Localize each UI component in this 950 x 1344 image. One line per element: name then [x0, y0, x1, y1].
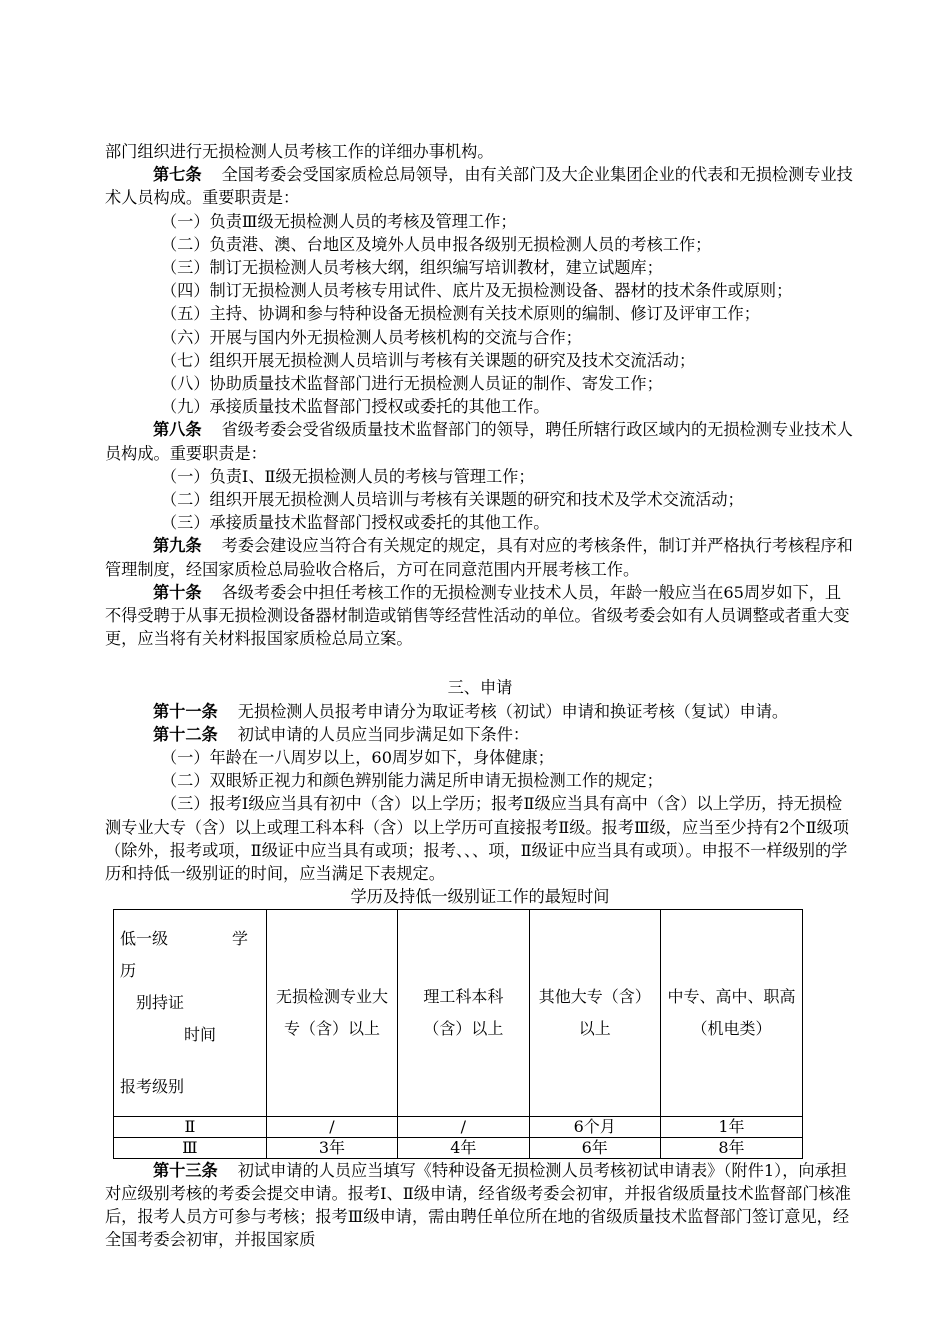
- article-10-heading: 第十条: [153, 582, 202, 602]
- list-item: （三）报考Ⅰ级应当具有初中（含）以上学历；报考Ⅱ级应当具有高中（含）以上学历，持无损检测专业大专（含）以上或理工科本科（含）以上学历可直接报考Ⅱ级。报考Ⅲ级，应当至少持有2个Ⅱ级项（除外，报考或项，Ⅱ级证中应当具有或项；报考、、、项，Ⅱ级证中应当具有或项）。申报不一样级别的学历和持低一级别证的时间，应当满足下表规定。: [105, 794, 849, 884]
- requirements-table: [113, 909, 803, 1159]
- spacer: [105, 650, 855, 676]
- corner-line: 报考级别: [120, 1076, 185, 1096]
- table-cell: 8年: [660, 1137, 802, 1158]
- article-12: [105, 723, 855, 746]
- corner-line: [120, 1051, 260, 1071]
- list-item: （八）协助质量技术监督部门进行无损检测人员证的制作、寄发工作；: [161, 374, 663, 394]
- article-9-body: 考委会建设应当符合有关规定的规定，具有对应的考核条件，制订并严格执行考核程序和管理制度，经国家质检总局验收合格后，方可在同意范围内开展考核工作。: [105, 536, 853, 579]
- list-item: （六）开展与国内外无损检测人员考核机构的交流与合作；: [161, 327, 582, 347]
- table-cell: 6年: [529, 1137, 660, 1158]
- table-caption: 学历及持低一级别证工作的最短时间: [350, 887, 610, 907]
- article-11: [105, 700, 855, 723]
- list-item: （二）负责港、澳、台地区及境外人员申报各级别无损检测人员的考核工作；: [161, 234, 712, 254]
- section-heading: 三、申请: [447, 678, 513, 698]
- corner-line: 低一级 学: [120, 928, 249, 948]
- article-8: [105, 418, 855, 464]
- corner-line: 时间: [120, 1024, 217, 1044]
- article-13-heading: 第十三条: [153, 1160, 218, 1180]
- corner-line: 历: [120, 960, 137, 980]
- article-10-body: 各级考委会中担任考核工作的无损检测专业技术人员，年龄一般应当在65周岁如下，且不得受聘于从事无损检测设备器材制造或销售等经营性活动的单位。省级考委会如有人员调整或者重大变更，应当将有关材料报国家质检总局立案。: [105, 582, 850, 649]
- article-11-heading: 第十一条: [153, 701, 218, 721]
- article-9-heading: 第九条: [153, 536, 202, 556]
- paragraph-continuation: 部门组织进行无损检测人员考核工作的详细办事机构。: [105, 142, 494, 161]
- article-13: [105, 1159, 855, 1252]
- table-cell: 6个月: [529, 1116, 660, 1137]
- list-item: （九）承接质量技术监督部门授权或委托的其他工作。: [161, 397, 550, 417]
- table-cell: 1年: [660, 1116, 802, 1137]
- article-11-body: 无损检测人员报考申请分为取证考核（初试）申请和换证考核（复试）申请。: [237, 701, 789, 721]
- table-header-cell: 无损检测专业大专（含）以上: [266, 909, 397, 1116]
- list-item: （三）承接质量技术监督部门授权或委托的其他工作。: [161, 513, 550, 533]
- table-header-cell: 其他大专（含）以上: [529, 909, 660, 1116]
- list-item: （五）主持、协调和参与特种设备无损检测有关技术原则的编制、修订及评审工作；: [161, 304, 760, 324]
- article-13-body: 初试申请的人员应当填写《特种设备无损检测人员考核初试申请表》（附件1），向承担对应级别考核的考委会提交申请。报考Ⅰ、Ⅱ级申请，经省级考委会初审，并报省级质量技术监督部门核准后，报考人员方可参与考核；报考Ⅲ级申请，需由聘任单位所在地的省级质量技术监督部门签订意见，经全国考委会初审，并报国家质: [105, 1160, 851, 1250]
- list-item: （一）年龄在一八周岁以上，60周岁如下，身体健康；: [161, 748, 554, 768]
- list-item: （一）负责Ⅰ、Ⅱ级无损检测人员的考核与管理工作；: [161, 466, 535, 486]
- article-7-heading: 第七条: [153, 165, 202, 185]
- table-cell: /: [266, 1116, 397, 1137]
- table-header-row: [114, 909, 803, 1116]
- corner-line: 别持证: [120, 992, 185, 1012]
- list-item: （二）组织开展无损检测人员培训与考核有关课题的研究和技术及学术交流活动；: [161, 490, 744, 510]
- article-8-body: 省级考委会受省级质量技术监督部门的领导，聘任所辖行政区域内的无损检测专业技术人员构成。重要职责是：: [105, 420, 853, 463]
- article-12-heading: 第十二条: [153, 724, 218, 744]
- article-8-heading: 第八条: [153, 420, 202, 440]
- table-cell: 3年: [266, 1137, 397, 1158]
- article-10: [105, 581, 855, 651]
- article-7-body: 全国考委会受国家质检总局领导，由有关部门及大企业集团企业的代表和无损检测专业技术人员构成。重要职责是：: [105, 165, 853, 208]
- document-page: [105, 140, 855, 1251]
- article-12-body: 初试申请的人员应当同步满足如下条件：: [237, 724, 530, 744]
- article-9: [105, 534, 855, 580]
- list-item: （一）负责Ⅲ级无损检测人员的考核及管理工作；: [161, 211, 517, 231]
- list-item: （三）制订无损检测人员考核大纲，组织编写培训教材，建立试题库；: [161, 258, 663, 278]
- table-cell: Ⅲ: [114, 1137, 267, 1158]
- article-7: [105, 163, 855, 209]
- list-item: （七）组织开展无损检测人员培训与考核有关课题的研究及技术交流活动；: [161, 350, 696, 370]
- table-header-cell: 中专、高中、职高（机电类）: [660, 909, 802, 1116]
- table-header-cell: 理工科本科（含）以上: [398, 909, 529, 1116]
- list-item: （二）双眼矫正视力和颜色辨别能力满足所申请无损检测工作的规定；: [161, 771, 663, 791]
- table-cell: Ⅱ: [114, 1116, 267, 1137]
- list-item: （四）制订无损检测人员考核专用试件、底片及无损检测设备、器材的技术条件或原则；: [161, 281, 793, 301]
- table-corner-cell: [114, 909, 267, 1116]
- table-row: [114, 1116, 803, 1137]
- table-cell: /: [398, 1116, 529, 1137]
- table-cell: 4年: [398, 1137, 529, 1158]
- table-row: [114, 1137, 803, 1158]
